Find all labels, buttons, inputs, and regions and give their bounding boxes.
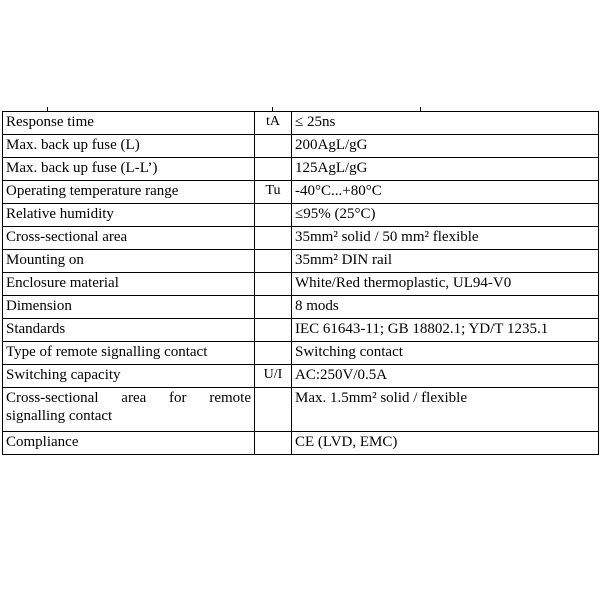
- value-cell: ≤ 25ns: [292, 112, 599, 135]
- parameter-cell: Response time: [3, 112, 255, 135]
- parameter-cell: Dimension: [3, 296, 255, 319]
- specification-table: [2, 111, 599, 455]
- symbol-cell: Tu: [255, 181, 292, 204]
- parameter-cell: Relative humidity: [3, 204, 255, 227]
- parameter-cell: Mounting on: [3, 250, 255, 273]
- symbol-cell: [255, 204, 292, 227]
- table-row: [3, 432, 599, 455]
- symbol-cell: U/I: [255, 365, 292, 388]
- symbol-cell: [255, 342, 292, 365]
- symbol-cell: [255, 296, 292, 319]
- table-row: [3, 204, 599, 227]
- value-cell: -40°C...+80°C: [292, 181, 599, 204]
- parameter-cell: Enclosure material: [3, 273, 255, 296]
- table-row: [3, 250, 599, 273]
- parameter-cell: Max. back up fuse (L-L’): [3, 158, 255, 181]
- symbol-cell: [255, 135, 292, 158]
- value-cell: White/Red thermoplastic, UL94-V0: [292, 273, 599, 296]
- parameter-cell: Max. back up fuse (L): [3, 135, 255, 158]
- table-row: [3, 181, 599, 204]
- parameter-cell: Standards: [3, 319, 255, 342]
- symbol-cell: [255, 158, 292, 181]
- value-cell: IEC 61643-11; GB 18802.1; YD/T 1235.1: [292, 319, 599, 342]
- value-cell: CE (LVD, EMC): [292, 432, 599, 455]
- value-cell: 35mm² solid / 50 mm² flexible: [292, 227, 599, 250]
- table-row: [3, 342, 599, 365]
- table-row: [3, 296, 599, 319]
- table-row: [3, 158, 599, 181]
- value-cell: 8 mods: [292, 296, 599, 319]
- table-row: [3, 273, 599, 296]
- symbol-cell: [255, 250, 292, 273]
- value-cell: Max. 1.5mm² solid / flexible: [292, 388, 599, 432]
- parameter-cell: Cross-sectional area for remote signalling contact: [3, 388, 255, 432]
- parameter-cell: Compliance: [3, 432, 255, 455]
- table-row: [3, 227, 599, 250]
- symbol-cell: tA: [255, 112, 292, 135]
- symbol-cell: [255, 388, 292, 432]
- value-cell: 35mm² DIN rail: [292, 250, 599, 273]
- parameter-cell: Operating temperature range: [3, 181, 255, 204]
- table-row: [3, 112, 599, 135]
- parameter-cell: Cross-sectional area: [3, 227, 255, 250]
- parameter-cell: Type of remote signalling contact: [3, 342, 255, 365]
- table-row: [3, 319, 599, 342]
- value-cell: 200AgL/gG: [292, 135, 599, 158]
- symbol-cell: [255, 227, 292, 250]
- symbol-cell: [255, 273, 292, 296]
- parameter-cell: Switching capacity: [3, 365, 255, 388]
- cropped-row-edge: [2, 104, 598, 111]
- value-cell: ≤95% (25°C): [292, 204, 599, 227]
- table-row: [3, 388, 599, 432]
- symbol-cell: [255, 319, 292, 342]
- value-cell: AC:250V/0.5A: [292, 365, 599, 388]
- symbol-cell: [255, 432, 292, 455]
- table-row: [3, 135, 599, 158]
- table-row: [3, 365, 599, 388]
- value-cell: 125AgL/gG: [292, 158, 599, 181]
- value-cell: Switching contact: [292, 342, 599, 365]
